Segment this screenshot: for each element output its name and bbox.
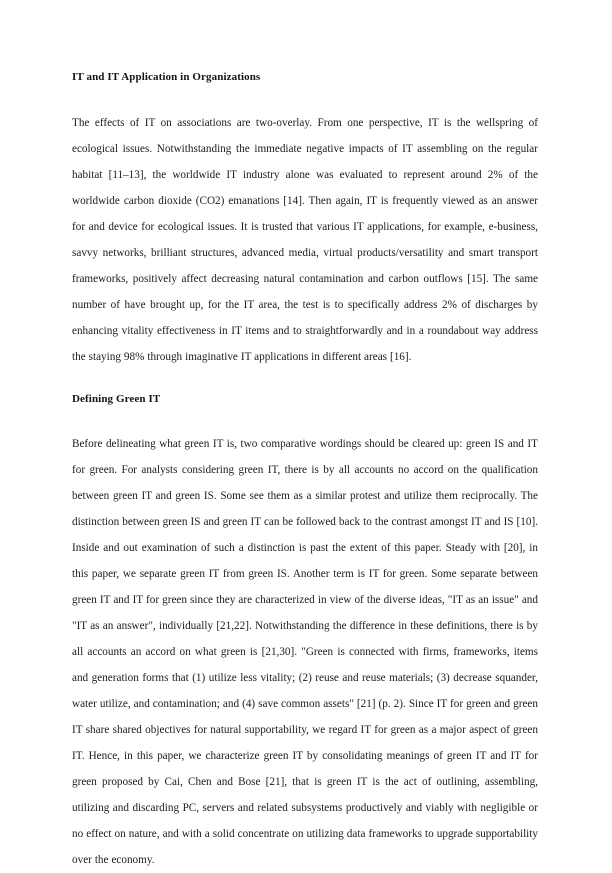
- spacer: [72, 407, 538, 431]
- section-paragraph-it-application: The effects of IT on associations are two-overlay. From one perspective, IT is the wellspring of ecological issues. Notwithstanding the immediate negative impacts of IT assembling on the regular habitat [11–13], the worldwide IT industry alone was evaluated to represent around 2% of the worldwide carbon dioxide (CO2) emanations [14]. Then again, IT is frequently viewed as an answer for and device for ecological issues. It is trusted that various IT applications, for example, e-business, savvy networks, brilliant structures, advanced media, virtual products/versatility and smart transport frameworks, positively affect decreasing natural contamination and carbon outflows [15]. The same number of have brought up, for the IT area, the test is to specifically address 2% of discharges by enhancing vitality effectiveness in IT items and to straightforwardly and in a roundabout way address the staying 98% through imaginative IT applications in different areas [16].: [72, 117, 538, 363]
- spacer: [72, 370, 538, 392]
- spacer: [72, 85, 538, 110]
- document-content: [72, 70, 538, 873]
- section-paragraph-defining-green-it: Before delineating what green IT is, two comparative wordings should be cleared up: green IS and IT for green. For analysts considering green IT, there is by all accounts no accord on the qualification between green IT and green IS. Some see them as a similar protest and utilize them reciprocally. The distinction between green IS and green IT can be followed back to the contrast amongst IT and IS [10]. Inside and out examination of such a distinction is past the extent of this paper. Steady with [20], in this paper, we separate green IT from green IS. Another term is IT for green. Some separate between green IT and IT for green since they are characterized in view of the diverse ideas, "IT as an issue" and "IT as an answer", individually [21,22]. Notwithstanding the difference in these definitions, there is by all accounts an accord on what green is [21,30]. "Green is connected with firms, frameworks, items and generation forms that (1) utilize less vitality; (2) reuse and reuse materials; (3) decrease squander, water utilize, and contamination; and (4) save common assets" [21] (p. 2). Since IT for green and green IT share shared objectives for natural supportability, we regard IT for green as a major aspect of green IT. Hence, in this paper, we characterize green IT by consolidating meanings of green IT and IT for green proposed by Cai, Chen and Bose [21], that is green IT is the act of outlining, assembling, utilizing and discarding PC, servers and related subsystems productively and viably with negligible or no effect on nature, and with a solid concentrate on utilizing data frameworks to upgrade supportability over the economy.: [72, 438, 538, 866]
- section-heading-defining-green-it: Defining Green IT: [72, 393, 161, 405]
- section-heading-it-application: IT and IT Application in Organizations: [72, 71, 261, 83]
